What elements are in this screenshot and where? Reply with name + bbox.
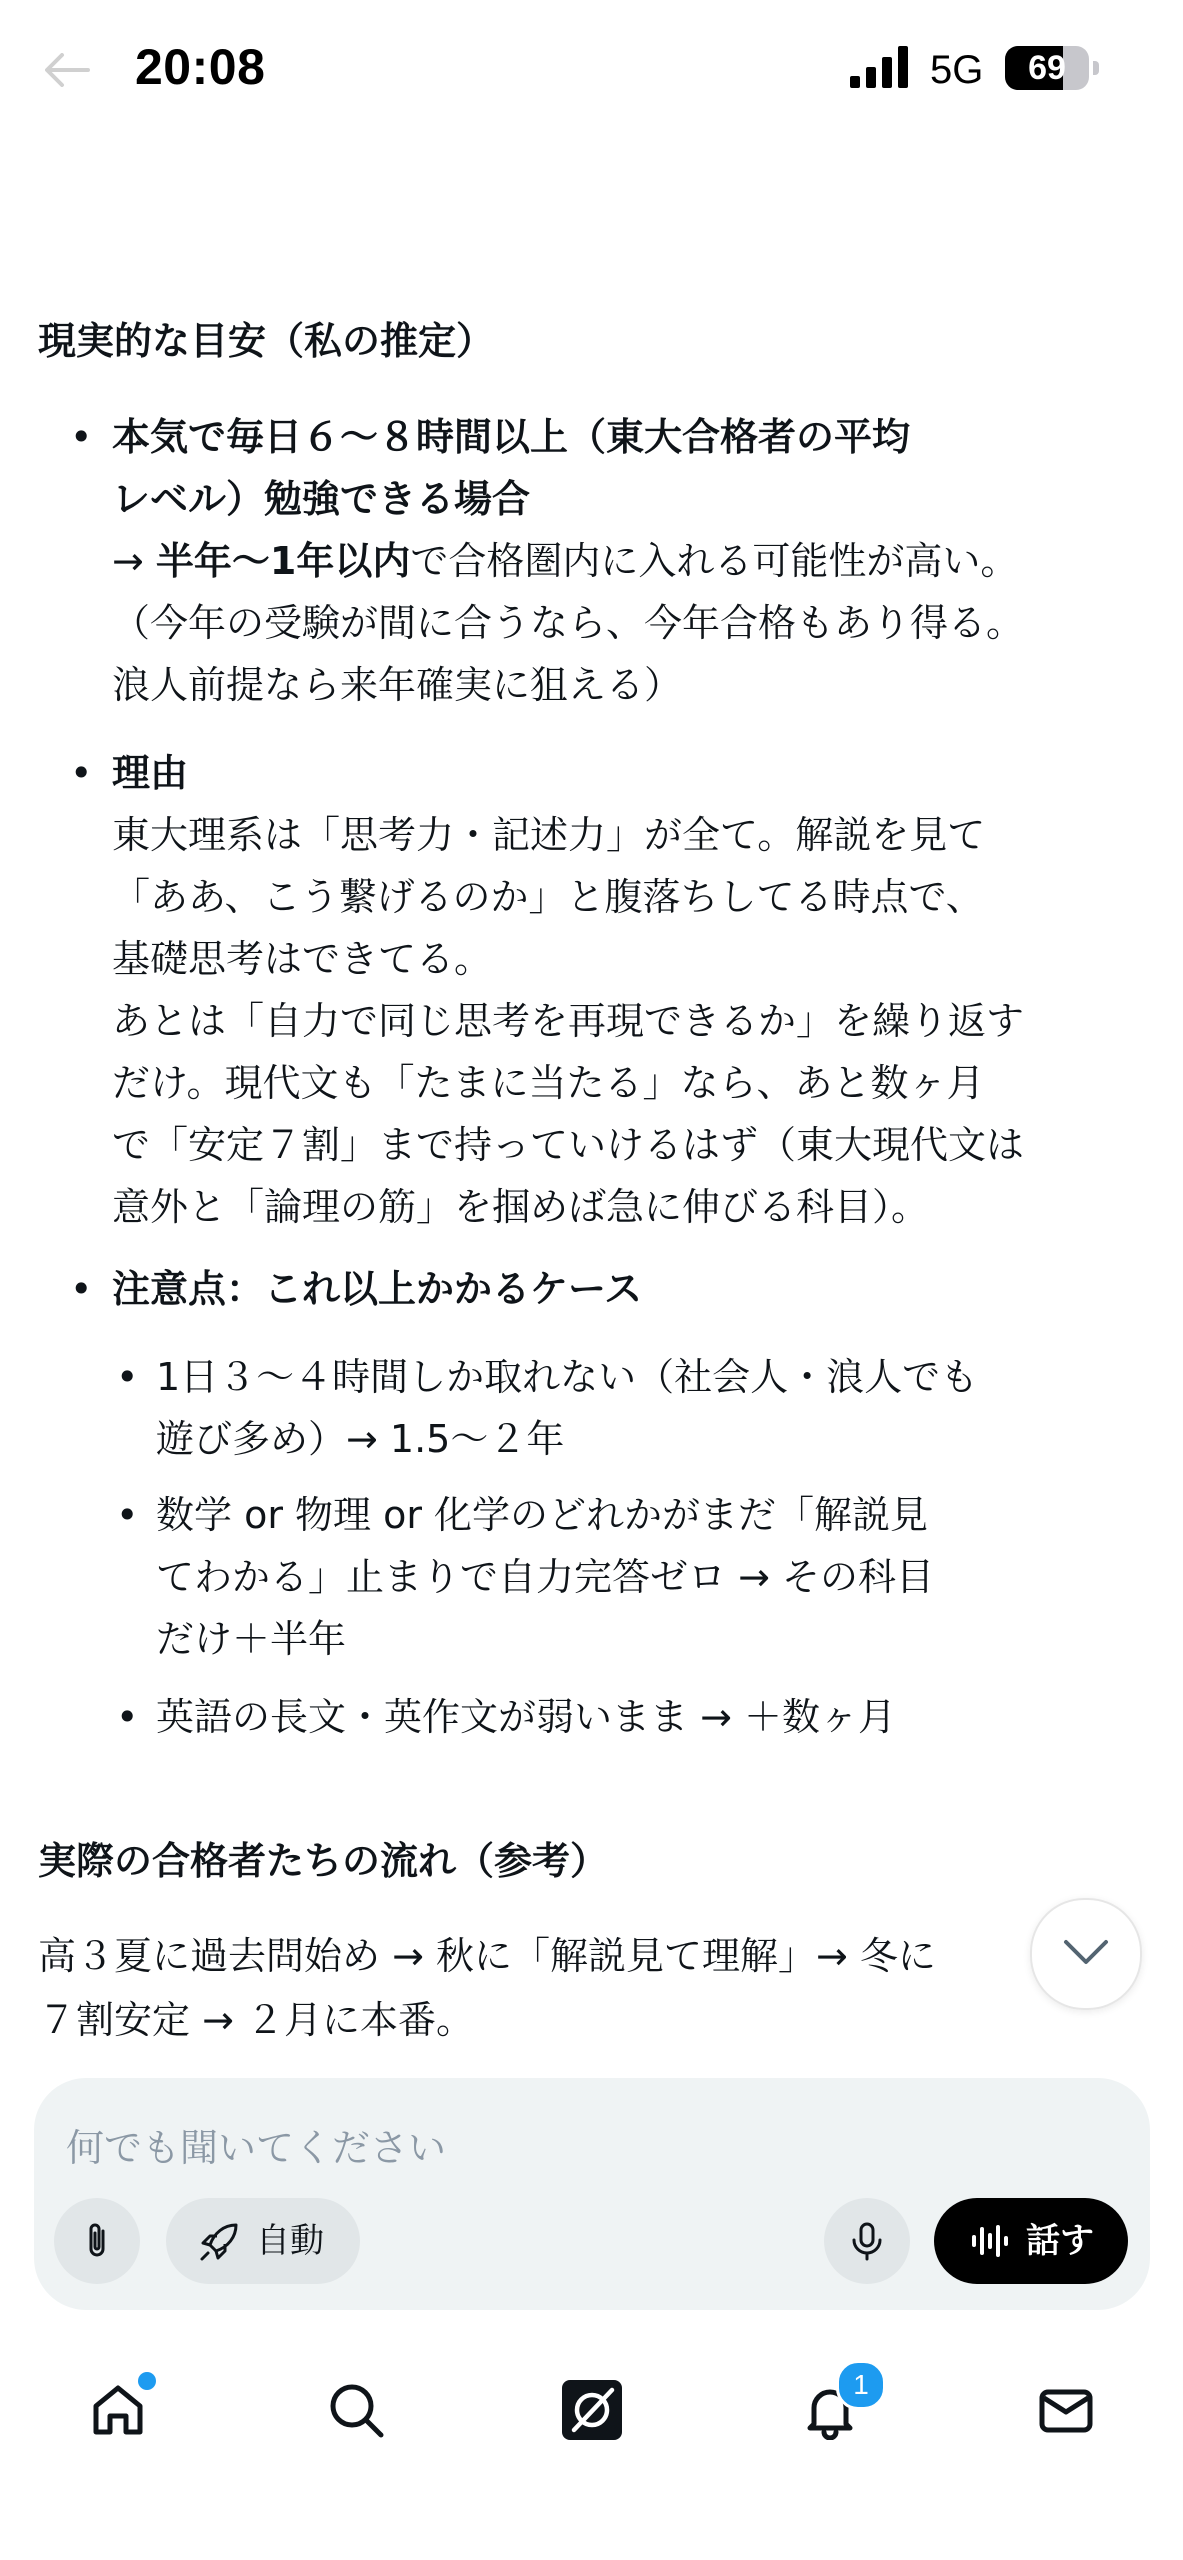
bullet1-emphasis: 半年〜1年以内 xyxy=(155,539,411,583)
bullet-dot: • xyxy=(70,415,93,459)
bullet1-rest: で合格圏内に入れる可能性が高い。 （今年の受験が間に合うなら、今年合格もあり得る。 浪人前提なら来年確実に狙える） xyxy=(112,539,1025,707)
envelope-icon xyxy=(1036,2380,1096,2440)
bullet2-body: 東大理系は「思考力・記述力」が全て。解説を見て 「ああ、こう繋げるのか」と腹落ちしてる時点で、 基礎思考はできてる。 あとは「自力で同じ思考を再現できるか」を繰り返す だけ。現代文も「たまに当たる」なら、あと数ヶ月 で「安定７割」まで持っていけるはず（東大現代文は 意外と「論理の筋」を掴めば急に伸びる科目）。 xyxy=(112,813,1025,1229)
bullet3-heading: 注意点：これ以上かかるケース xyxy=(112,1267,643,1311)
paperclip-icon xyxy=(75,2219,119,2263)
bullet2-heading: 理由 xyxy=(112,751,189,795)
bullet1-heading: 本気で毎日６〜８時間以上（東大合格者の平均 レベル）勉強できる場合 xyxy=(112,415,911,521)
status-time: 20:08 xyxy=(135,39,266,95)
section-title-estimate: 現実的な目安（私の推定） xyxy=(38,319,495,363)
chevron-down-icon xyxy=(1062,1934,1110,1970)
sub-bullet-dot: • xyxy=(116,1355,139,1399)
cellular-signal-icon xyxy=(850,46,912,88)
rocket-icon xyxy=(198,2221,240,2263)
composer xyxy=(34,2078,1150,2310)
bullet3-item: 1日３〜４時間しか取れない（社会人・浪人でも 遊び多め）→ 1.5〜２年 xyxy=(156,1355,979,1461)
network-type: 5G xyxy=(930,48,984,92)
scroll-to-bottom-button[interactable] xyxy=(1030,1898,1142,2010)
status-bar xyxy=(0,0,1183,140)
nav-notifications[interactable] xyxy=(780,2360,880,2460)
talk-button[interactable] xyxy=(934,2198,1128,2284)
bullet1-arrow: → xyxy=(112,539,156,583)
sub-bullet-dot: • xyxy=(116,1695,139,1739)
bullet1-body xyxy=(112,530,1152,716)
bottom-nav xyxy=(0,2340,1183,2560)
notification-badge: 1 xyxy=(836,2360,886,2410)
sound-wave-icon xyxy=(970,2223,1010,2259)
nav-grok[interactable] xyxy=(542,2360,642,2460)
bullet3-item: 数学 or 物理 or 化学のどれかがまだ「解説見 てわかる」止まりで自力完答ゼロ → その科目 だけ＋半年 xyxy=(156,1493,935,1661)
bullet-dot: • xyxy=(70,751,93,795)
nav-home[interactable] xyxy=(68,2360,168,2460)
grok-logo-icon xyxy=(562,2380,622,2440)
auto-mode-button[interactable] xyxy=(166,2198,360,2284)
auto-mode-label: 自動 xyxy=(256,2221,324,2261)
microphone-icon xyxy=(845,2219,889,2263)
battery-level: 69 xyxy=(1028,49,1066,87)
section2-body: 高３夏に過去問始め → 秋に「解説見て理解」→ 冬に ７割安定 → ２月に本番。 xyxy=(38,1934,936,2042)
home-unread-dot xyxy=(138,2372,156,2390)
bullet3-item: 英語の長文・英作文が弱いまま → ＋数ヶ月 xyxy=(156,1695,897,1739)
search-icon xyxy=(326,2380,386,2440)
back-arrow-icon[interactable] xyxy=(42,50,92,90)
attach-button[interactable] xyxy=(54,2198,140,2284)
section-title-flow: 実際の合格者たちの流れ（参考） xyxy=(38,1839,609,1883)
prompt-input[interactable] xyxy=(66,2118,1066,2178)
nav-search[interactable] xyxy=(306,2360,406,2460)
nav-messages[interactable] xyxy=(1016,2360,1116,2460)
battery-icon xyxy=(1005,46,1099,90)
sub-bullet-dot: • xyxy=(116,1493,139,1537)
talk-label: 話す xyxy=(1026,2221,1094,2261)
bullet-dot: • xyxy=(70,1267,93,1311)
microphone-button[interactable] xyxy=(824,2198,910,2284)
home-icon xyxy=(88,2380,148,2440)
